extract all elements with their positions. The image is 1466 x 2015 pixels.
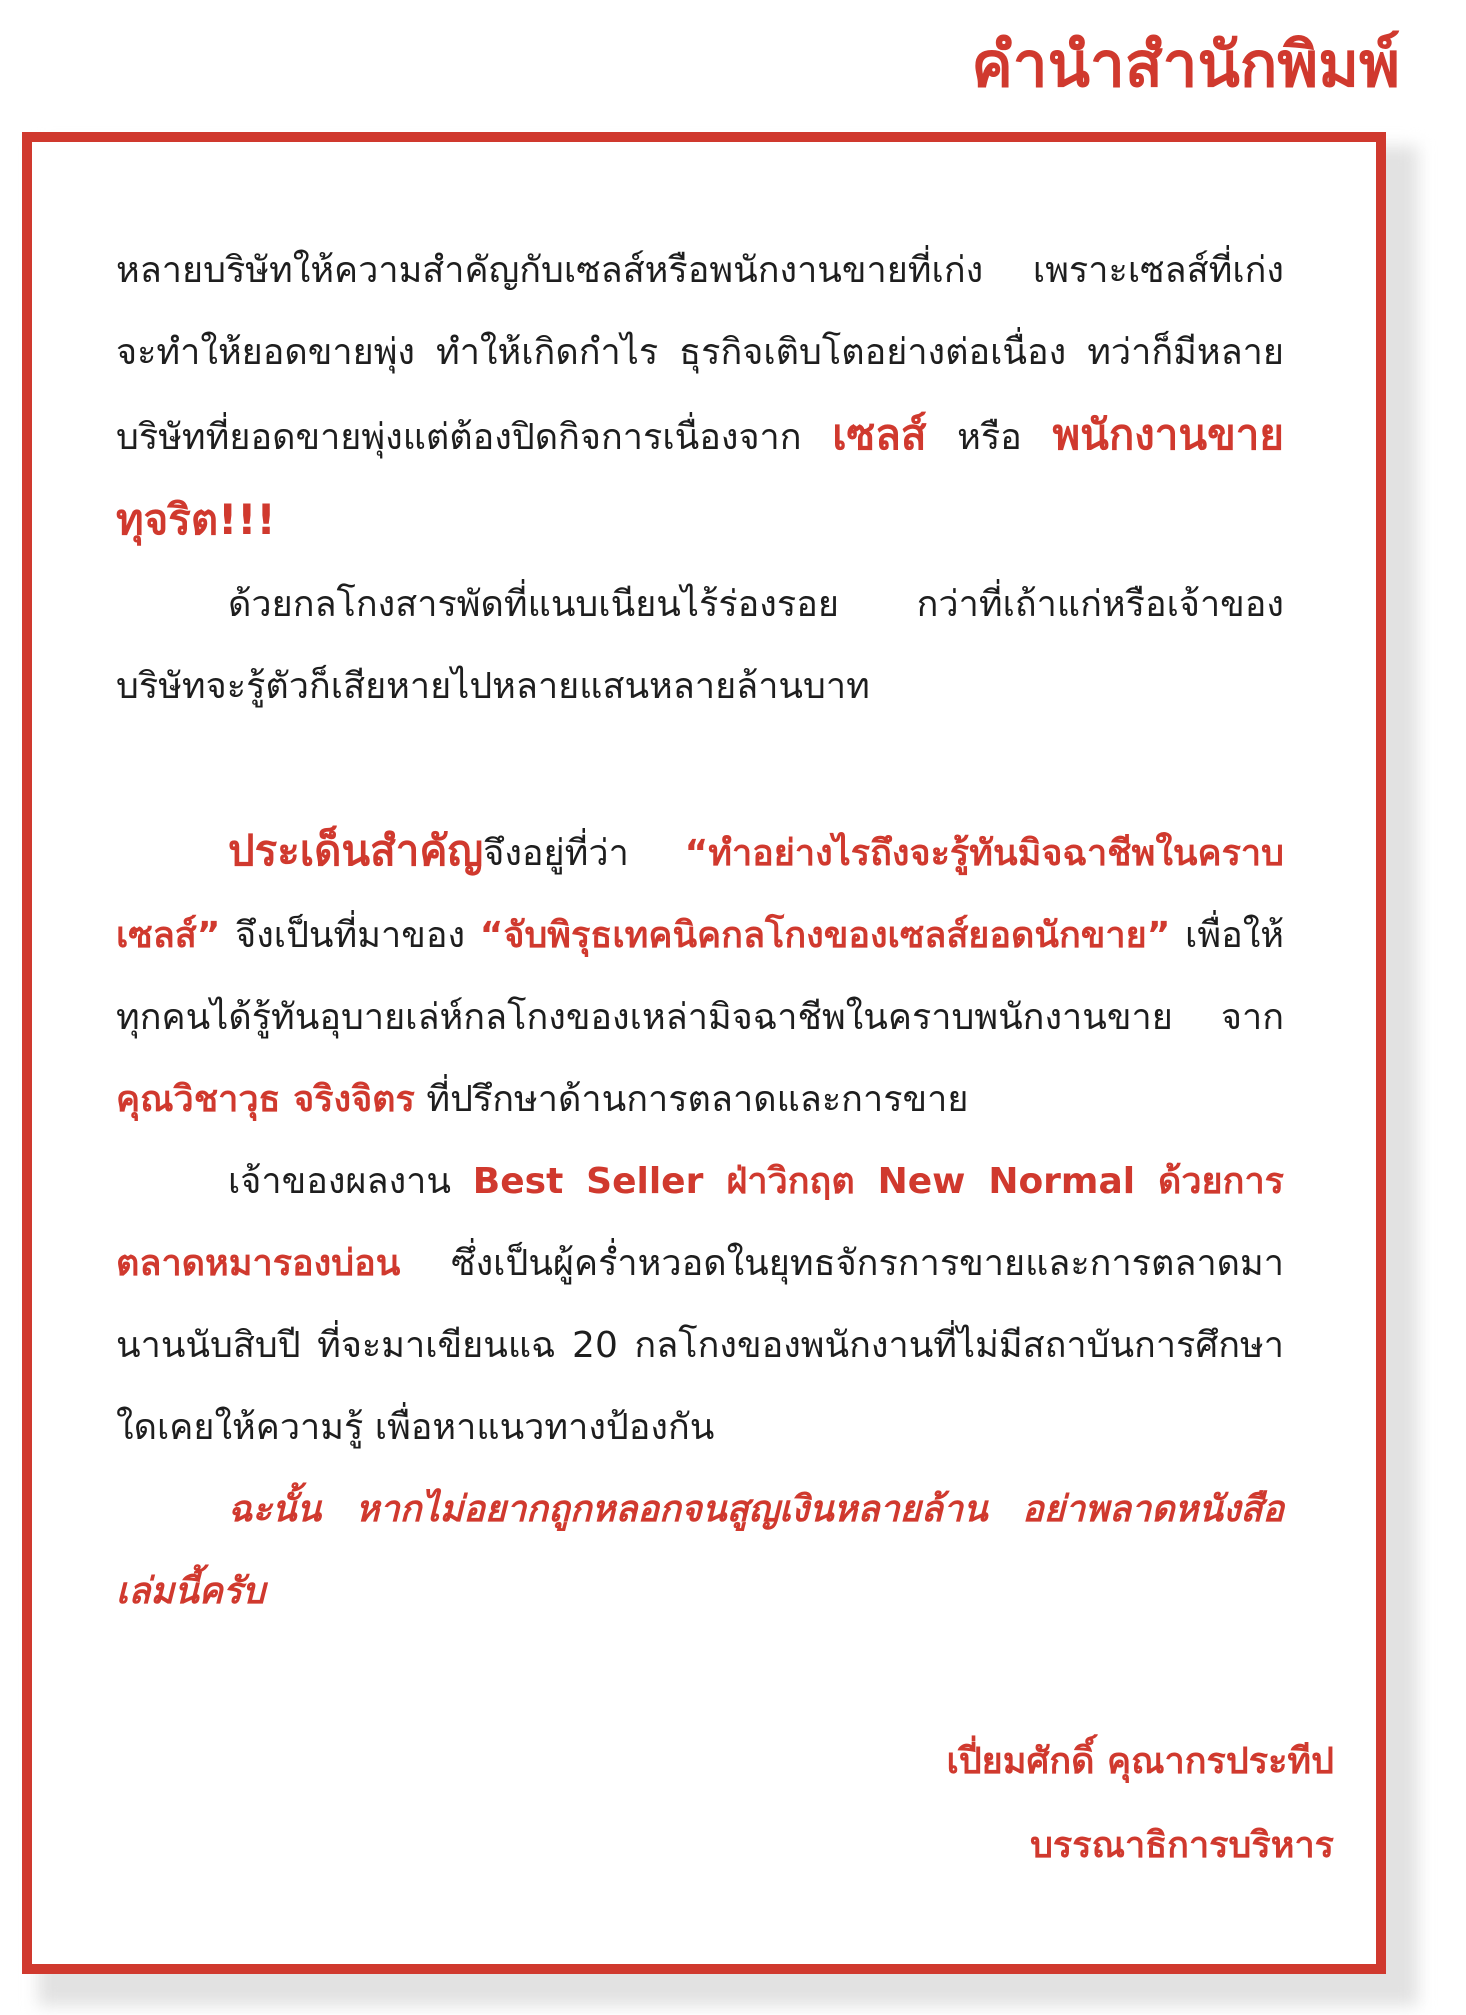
signature-name: เปี่ยมศักดิ์ คุณากรประทีป [946, 1741, 1334, 1782]
connector-text: หรือ [926, 417, 1053, 458]
highlight-sales: เซลส์ [832, 410, 927, 459]
paragraph-author-works [116, 1141, 1284, 1469]
intro-text: หลายบริษัทให้ความสำคัญกับเซลส์หรือพนักงานขายที่เก่ง เพราะเซลส์ที่เก่งจะทำให้ยอดขายพุ่ง ทำให้เกิดกำไร ธุรกิจเติบโตอย่างต่อเนื่อง ทว่าก็มีหลายบริษัทที่ยอดขายพุ่งแต่ต้องปิดกิจการเนื่องจาก [116, 250, 1284, 458]
signature [947, 1720, 1334, 1888]
key-point-quote-1: “ทำอย่างไรถึงจะรู้ทันมิจฉาชีพในคราบเซลส์” [116, 833, 1284, 956]
key-point-text-2: จึงเป็นที่มาของ [220, 915, 480, 956]
key-point-text-1: จึงอยู่ที่ว่า [483, 833, 685, 874]
key-point-text-3: เพื่อให้ทุกคนได้รู้ทันอุบายเล่ห์กลโกงของเหล่ามิจฉาชีพในคราบพนักงานขาย จาก [116, 915, 1284, 1038]
paragraph-intro [116, 230, 1284, 564]
key-point-text-4: ที่ปรึกษาด้านการตลาดและการขาย [414, 1079, 969, 1120]
highlight-fraud: พนักงานขายทุจริต!!! [116, 410, 1285, 544]
key-point-quote-2: “จับพิรุธเทคนิคกลโกงของเซลส์ยอดนักขาย” [479, 915, 1171, 956]
page-title: คำนำสำนักพิมพ์ [971, 28, 1400, 101]
works-text-2: ซึ่งเป็นผู้คร่ำหวอดในยุทธจักรการขายและการตลาดมานานนับสิบปี ที่จะมาเขียนแฉ 20 กลโกงของพนักงานที่ไม่มีสถาบันการศึกษาใดเคยให้ความรู้ เพื่อหาแนวทางป้องกัน [116, 1243, 1284, 1448]
key-point-lead: ประเด็นสำคัญ [228, 826, 484, 875]
paragraph-tricks: ด้วยกลโกงสารพัดที่แนบเนียนไร้ร่องรอย กว่าที่เถ้าแก่หรือเจ้าของบริษัทจะรู้ตัวก็เสียหายไปหลายแสนหลายล้านบาท [116, 584, 1284, 707]
paragraph-key-point [116, 810, 1284, 1141]
paragraph-closing: ฉะนั้น หากไม่อยากถูกหลอกจนสูญเงินหลายล้าน อย่าพลาดหนังสือเล่มนี้ครับ [116, 1489, 1284, 1612]
book-title: Best Seller ฝ่าวิกฤต New Normal ด้วยการตลาดหมารองบ่อน [116, 1161, 1284, 1284]
author-name: คุณวิชาวุธ จริงจิตร [116, 1079, 415, 1120]
works-text-1: เจ้าของผลงาน [228, 1161, 473, 1202]
signature-role: บรรณาธิการบริหาร [1030, 1825, 1334, 1866]
preface-body [116, 230, 1284, 1633]
